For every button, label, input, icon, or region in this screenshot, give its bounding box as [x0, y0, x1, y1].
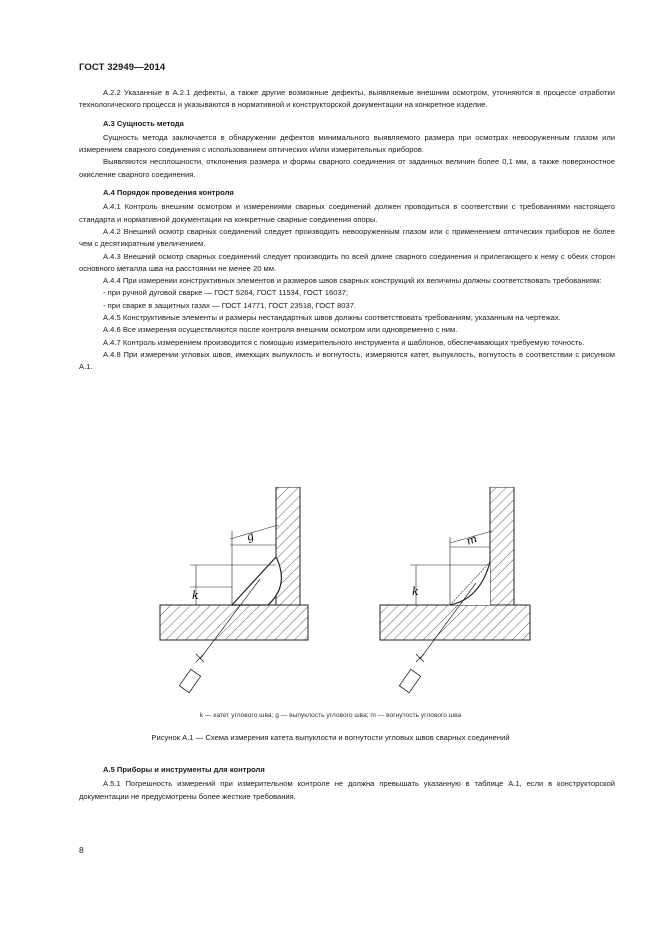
paragraph-a3-2: Выявляются несплошности, отклонения размера и формы сварного соединения от заданных величин более 0,1 мм, а также поверхностное окисление сварного соединения.	[79, 157, 615, 179]
label-g: g	[244, 529, 256, 544]
list-item-a44-2: - при сварке в защитных газах — ГОСТ 14771, ГОСТ 23518, ГОСТ 8037.	[103, 300, 357, 310]
list-item-a44-1: - при ручной дуговой сварке — ГОСТ 5264, ГОСТ 11534, ГОСТ 16037;	[103, 288, 349, 298]
section-a5	[79, 758, 615, 803]
label-m: m	[464, 532, 479, 548]
label-k-right: k	[412, 585, 419, 598]
page-number: 8	[79, 845, 84, 855]
main-text	[79, 87, 615, 374]
paragraph-a46: А.4.6 Все измерения осуществляются после контроля внешним осмотром или одновременно с ним.	[103, 325, 458, 335]
paragraph-a22: А.2.2 Указанные в А.2.1 дефекты, а также другие возможные дефекты, выявляемые внешним осмотром, уточняются в процессе отработки технологического процесса и указываются в нормативной и конструкторской документации на конкретное изделие.	[79, 88, 615, 110]
paragraph-a43: А.4.3 Внешний осмотр сварных соединений следует производить по всей длине сварного соединения и прилегающего к нему с обеих сторон основного металла шва на расстоянии не менее 20 мм.	[79, 251, 615, 273]
convex-weld-drawing	[160, 487, 308, 693]
document-header: ГОСТ 32949—2014	[79, 62, 166, 73]
paragraph-a47: А.4.7 Контроль измерением производится с помощью измерительного инструмента и шаблонов, обеспечивающих требуемую точность.	[103, 337, 585, 347]
figure-a1-diagram	[150, 487, 550, 707]
heading-a3: А.3 Сущность метода	[103, 118, 184, 128]
paragraph-a48: А.4.8 При измерении угловых швов, имеющих выпуклость и вогнутость, измеряются катет, выпуклость, вогнутость в соответствии с рисунком А.1.	[79, 349, 615, 372]
label-k-left: k	[192, 589, 199, 602]
paragraph-a42: А.4.2 Внешний осмотр сварных соединений следует производить невооруженным глазом или с применением оптических приборов не более чем с десятикратным увеличением.	[79, 226, 615, 249]
concave-weld-drawing	[380, 487, 530, 693]
paragraph-a3-1: Сущность метода заключается в обнаружении дефектов минимального выявляемого размера при осмотрах невооруженным глазом или измерением сварного соединения с использованием оптических и/или измерительных приборов.	[79, 132, 615, 155]
heading-a5: А.5 Приборы и инструменты для контроля	[103, 765, 265, 774]
paragraph-a41: А.4.1 Контроль внешним осмотром и измерениями сварных соединений должен проводиться в соответствии с требованиями настоящего стандарта и нормативной документации на конкретные сварные соединения опоры.	[79, 202, 615, 224]
heading-a4: А.4 Порядок проведения контроля	[103, 188, 234, 198]
paragraph-a51: А.5.1 Погрешность измерений при измерительном контроле не должна превышать указанную в таблице А.1, если в конструкторской документации не предусмотрены более жесткие требования.	[79, 779, 615, 801]
figure-caption: Рисунок А.1 — Схема измерения катета выпуклости и вогнутости угловых швов сварных соединений	[151, 733, 510, 742]
paragraph-a44: А.4.4 При измерении конструктивных элементов и размеров швов сварных конструкций их величины должны соответствовать требованиям:	[103, 276, 602, 286]
figure-legend: k — катет углового шва; g — выпуклость углового шва; m — вогнутость углового шва	[199, 712, 462, 719]
paragraph-a45: А.4.5 Конструктивные элементы и размеры нестандартных швов должны соответствовать требованиям, указанным на чертежах.	[103, 313, 561, 323]
weld-measurement-diagram	[150, 487, 550, 707]
